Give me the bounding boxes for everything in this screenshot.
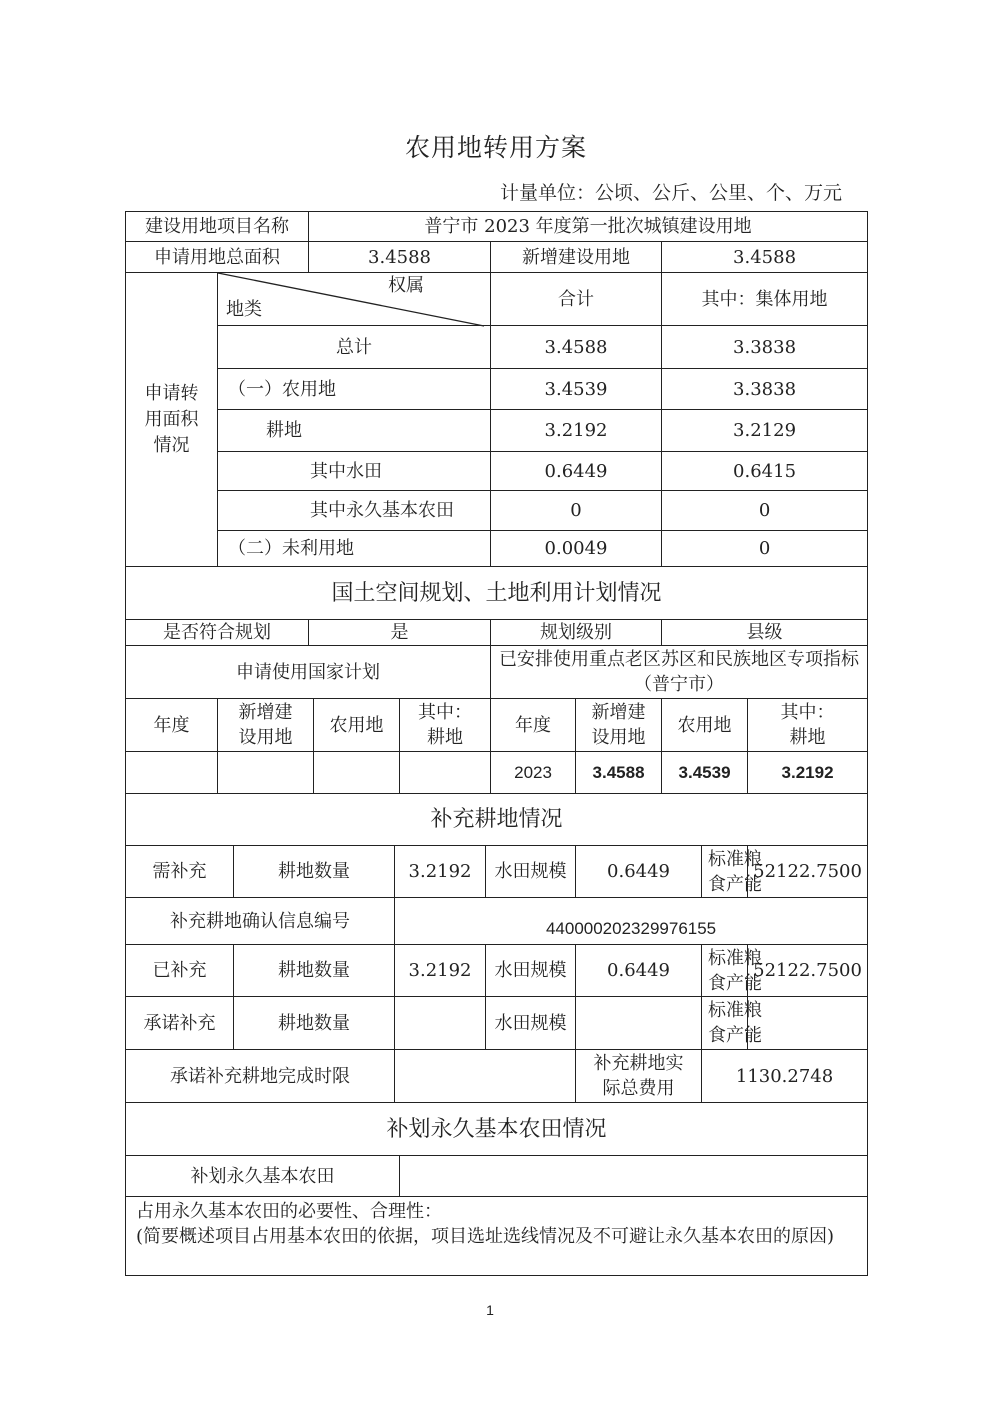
need-paddy-value: 0.6449 (576, 846, 702, 898)
total-area-value: 3.4588 (309, 242, 491, 273)
row-label-unused: （二）未利用地 (218, 531, 491, 567)
row-permanent-collective: 0 (662, 491, 868, 531)
done-label: 已补充 (126, 945, 234, 997)
done-paddy-label: 水田规模 (486, 945, 576, 997)
need-grain-value: 52122.7500 (748, 846, 868, 898)
done-grain-value: 52122.7500 (748, 945, 868, 997)
arranged-plan-label: 已安排使用重点老区苏区和民族地区专项指标（普宁市） (491, 646, 868, 699)
need-paddy-label: 水田规模 (486, 846, 576, 898)
row-total-total: 3.4588 (491, 326, 662, 369)
national-year-value (126, 752, 218, 794)
row-paddy-collective: 0.6415 (662, 452, 868, 491)
new-construction-value: 3.4588 (662, 242, 868, 273)
planning-level-label: 规划级别 (491, 620, 662, 646)
conversion-plan-table (125, 211, 866, 1276)
total-area-label: 申请用地总面积 (126, 242, 309, 273)
ownership-header: 权属 (388, 275, 424, 296)
row-label-cultivated: 耕地 (218, 410, 491, 452)
national-plan-label: 申请使用国家计划 (126, 646, 491, 699)
arranged-year-value: 2023 (491, 752, 576, 794)
planning-level-value: 县级 (662, 620, 868, 646)
row-label-total: 总计 (218, 326, 491, 369)
promise-paddy-label: 水田规模 (486, 997, 576, 1050)
cost-label: 补充耕地实际总费用 (576, 1050, 702, 1103)
confirm-number-value: 440000202329976155 (395, 898, 868, 945)
cost-value: 1130.2748 (702, 1050, 868, 1103)
row-cultivated-total: 3.2192 (491, 410, 662, 452)
deadline-value (395, 1050, 576, 1103)
need-qty-value: 3.2192 (395, 846, 486, 898)
supplement-farmland-label: 补划永久基本农田 (126, 1156, 400, 1197)
need-label: 需补充 (126, 846, 234, 898)
arranged-new-value: 3.4588 (576, 752, 662, 794)
arranged-cult-header: 其中：耕地 (748, 699, 868, 752)
national-agri-value (314, 752, 400, 794)
measurement-unit: 计量单位：公顷、公斤、公里、个、万元 (499, 182, 842, 204)
arranged-agri-value: 3.4539 (662, 752, 748, 794)
total-header: 合计 (491, 273, 662, 326)
page-number: 1 (486, 1302, 494, 1318)
necessity-label: 占用永久基本农田的必要性、合理性： (136, 1201, 442, 1222)
national-agri-header: 农用地 (314, 699, 400, 752)
arranged-agri-header: 农用地 (662, 699, 748, 752)
national-cult-header: 其中：耕地 (400, 699, 491, 752)
promise-grain-label: 标准粮食产能 (702, 997, 748, 1050)
supplement-farmland-value (400, 1156, 868, 1197)
national-new-header: 新增建设用地 (218, 699, 314, 752)
deadline-label: 承诺补充耕地完成时限 (126, 1050, 395, 1103)
national-cult-value (400, 752, 491, 794)
conform-value: 是 (309, 620, 491, 646)
project-name-label: 建设用地项目名称 (126, 212, 309, 242)
conversion-side-label: 申请转用面积情况 (126, 273, 218, 567)
confirm-number-label: 补充耕地确认信息编号 (126, 898, 395, 945)
promise-grain-value (748, 997, 868, 1050)
done-qty-label: 耕地数量 (234, 945, 395, 997)
arranged-year-header: 年度 (491, 699, 576, 752)
new-construction-label: 新增建设用地 (491, 242, 662, 273)
collective-header: 其中：集体用地 (662, 273, 868, 326)
landtype-header: 地类 (226, 299, 262, 320)
arranged-cult-value: 3.2192 (748, 752, 868, 794)
conform-label: 是否符合规划 (126, 620, 309, 646)
national-new-value (218, 752, 314, 794)
necessity-cell (126, 1197, 868, 1276)
page-title: 农用地转用方案 (404, 133, 587, 162)
necessity-note: (简要概述项目占用基本农田的依据，项目选址选线情况及不可避让永久基本农田的原因) (136, 1226, 835, 1247)
promise-label: 承诺补充 (126, 997, 234, 1050)
promise-qty-label: 耕地数量 (234, 997, 395, 1050)
done-qty-value: 3.2192 (395, 945, 486, 997)
row-unused-collective: 0 (662, 531, 868, 567)
done-paddy-value: 0.6449 (576, 945, 702, 997)
arranged-new-header: 新增建设用地 (576, 699, 662, 752)
row-agricultural-collective: 3.3838 (662, 369, 868, 410)
row-agricultural-total: 3.4539 (491, 369, 662, 410)
row-label-agricultural: （一）农用地 (218, 369, 491, 410)
planning-section-title: 国土空间规划、土地利用计划情况 (126, 567, 868, 620)
promise-qty-value (395, 997, 486, 1050)
row-total-collective: 3.3838 (662, 326, 868, 369)
row-cultivated-collective: 3.2129 (662, 410, 868, 452)
row-label-paddy: 其中水田 (218, 452, 491, 491)
project-name-value: 普宁市 2023 年度第一批次城镇建设用地 (309, 212, 868, 242)
row-paddy-total: 0.6449 (491, 452, 662, 491)
need-grain-label: 标准粮食产能 (702, 846, 748, 898)
farmland-section-title: 补划永久基本农田情况 (126, 1103, 868, 1156)
national-year-header: 年度 (126, 699, 218, 752)
done-grain-label: 标准粮食产能 (702, 945, 748, 997)
diagonal-header-cell (218, 273, 491, 326)
supplement-section-title: 补充耕地情况 (126, 794, 868, 846)
need-qty-label: 耕地数量 (234, 846, 395, 898)
promise-paddy-value (576, 997, 702, 1050)
row-unused-total: 0.0049 (491, 531, 662, 567)
row-label-permanent-farmland: 其中永久基本农田 (218, 491, 491, 531)
row-permanent-total: 0 (491, 491, 662, 531)
